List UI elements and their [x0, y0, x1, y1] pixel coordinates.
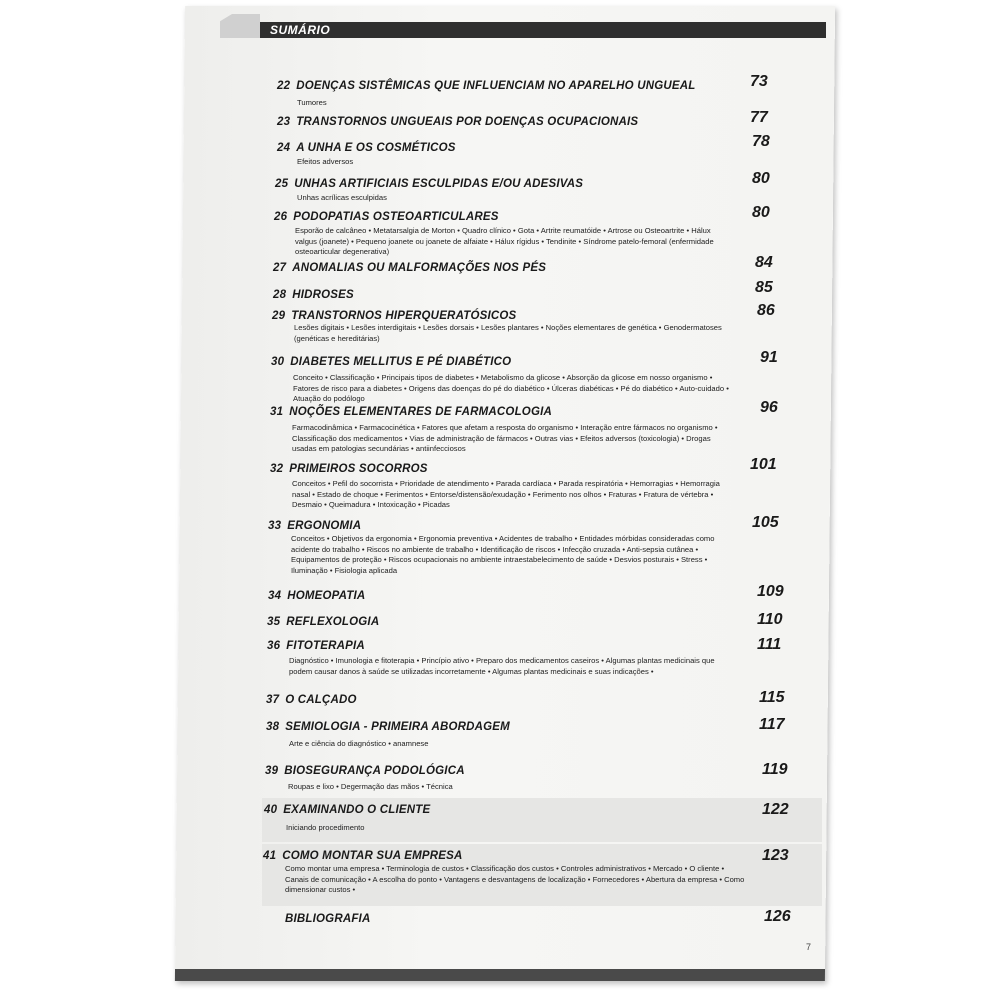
entry-38-page-number: 117	[759, 716, 785, 733]
entry-bibliografia-title	[285, 913, 370, 925]
entry-27-number: 27	[273, 262, 287, 274]
entry-24-page-number: 78	[752, 133, 770, 150]
entry-33-page-number: 105	[752, 514, 779, 531]
entry-40-page-number: 122	[762, 801, 789, 818]
entry-38-title-text: SEMIOLOGIA - PRIMEIRA ABORDAGEM	[285, 721, 510, 733]
entry-31-page-number: 96	[760, 399, 778, 416]
entry-34-title-text: HOMEOPATIA	[287, 590, 366, 602]
entry-35-number: 35	[267, 616, 281, 628]
entry-37-title	[266, 694, 357, 706]
entry-37-page-number: 115	[759, 689, 785, 706]
entry-32-subtopics: Conceitos • Pefil do socorrista • Prioridade de atendimento • Parada cardíaca • Parada respiratória • Hemorragias • Hemorragia nasal • Estado de choque • Ferimentos • Entorse/distensão/exudação • Ferimento nos olhos • Fraturas • Fratura de vértebra • Desmaio • Queimadura • Intoxicação • Picadas	[292, 479, 720, 509]
entry-39-subtopics: Roupas e lixo • Degermação das mãos • Técnica	[288, 782, 453, 791]
entry-31-title-text: NOÇÕES ELEMENTARES DE FARMACOLOGIA	[289, 406, 552, 418]
entry-30-page-number: 91	[760, 349, 778, 366]
entry-31-title	[270, 406, 552, 418]
entry-33-subtopics: Conceitos • Objetivos da ergonomia • Ergonomia preventiva • Acidentes de trabalho • Entidades mórbidas consideradas como acidente do trabalho • Riscos no ambiente de trabalho • Identificação de riscos • Infecção cruzada • Anti-sepsia cutânea • Equipamentos de proteção • Riscos ocupacionais no ambiente intraestabelecimento de saúde • Desvios posturais • Stress • Iluminação • Fisiologia aplicada	[291, 534, 715, 575]
entry-31-subtopics: Farmacodinâmica • Farmacocinética • Fatores que afetam a resposta do organismo • Interação entre fármacos no organismo • Classificação dos medicamentos • Vias de administração de fármacos • Outras vias • Efeitos adversos (toxicologia) • Drogas usadas em patologias secundárias • antiinfecciosos	[292, 423, 718, 453]
entry-26-title-text: PODOPATIAS OSTEOARTICULARES	[293, 211, 499, 223]
entry-41-title	[263, 850, 463, 862]
entry-23-title-text: TRANSTORNOS UNGUEAIS POR DOENÇAS OCUPACIONAIS	[296, 116, 639, 128]
entry-41-subtopics: Como montar uma empresa • Terminologia de custos • Classificação dos custos • Controles administrativos • Mercado • O cliente • Canais de comunicação • A escolha do ponto • Vantagens e desvantagens de localização • Fornecedores • Abertura da empresa • Como dimensionar custos •	[285, 864, 745, 894]
entry-26-page-number: 80	[752, 204, 770, 221]
entry-22-subtopics: Tumores	[297, 98, 327, 107]
entry-29-title-text: TRANSTORNOS HIPERQUERATÓSICOS	[291, 310, 517, 322]
entry-34-title	[268, 590, 365, 602]
entry-34-page-number: 109	[757, 583, 784, 600]
entry-39-title	[265, 765, 465, 777]
entry-32-title-text: PRIMEIROS SOCORROS	[289, 463, 428, 475]
entry-41-number: 41	[263, 850, 277, 862]
entry-41-title-text: COMO MONTAR SUA EMPRESA	[282, 850, 463, 862]
entry-34-number: 34	[268, 590, 282, 602]
entry-24-number: 24	[277, 142, 291, 154]
entry-29-subtopics: Lesões digitais • Lesões interdigitais • Lesões dorsais • Lesões plantares • Noções elementares de genética • Genodermatoses (genéticas e hereditárias)	[294, 323, 722, 343]
entry-22-page-number: 73	[750, 73, 768, 90]
entry-24-title-text: A UNHA E OS COSMÉTICOS	[296, 142, 456, 154]
entry-36-title	[267, 640, 365, 652]
entry-27-page-number: 84	[755, 254, 773, 271]
entry-36-subtopics: Diagnóstico • Imunologia e fitoterapia • Princípio ativo • Preparo dos medicamentos caseiros • Algumas plantas medicinais que podem causar danos à saúde se utilizadas incorretamente • Algumas plantas medicinais e suas indicações •	[289, 656, 715, 676]
entry-26-subtopics: Esporão de calcâneo • Metatarsalgia de Morton • Quadro clínico • Gota • Artrite reumatóide • Artrose ou Osteoartrite • Hálux valgus (joanete) • Pequeno joanete ou joanete de alfaiate • Hálux rígidus • Tendinite • Síndrome patelo-femoral (enfermidade osteoarticular degenerativa)	[295, 226, 714, 256]
entry-26-title	[274, 211, 499, 223]
page-number: 7	[806, 942, 812, 952]
entry-27-title-text: ANOMALIAS OU MALFORMAÇÕES NOS PÉS	[292, 262, 547, 274]
entry-32-page-number: 101	[750, 456, 777, 473]
entry-26-number: 26	[274, 211, 288, 223]
entry-25-page-number: 80	[752, 170, 770, 187]
header-tab-decoration	[220, 14, 260, 38]
entry-29-title	[272, 310, 516, 322]
entry-31-number: 31	[270, 406, 284, 418]
entry-29-number: 29	[272, 310, 286, 322]
entry-23-number: 23	[277, 116, 291, 128]
entry-37-number: 37	[266, 694, 280, 706]
entry-23-page-number: 77	[750, 109, 768, 126]
entry-41-page-number: 123	[762, 847, 789, 864]
entry-24-subtopics: Efeitos adversos	[297, 157, 354, 166]
entry-22-title	[277, 80, 695, 92]
entry-28-title	[273, 289, 354, 301]
entry-36-number: 36	[267, 640, 281, 652]
entry-bibliografia-page-number: 126	[764, 908, 791, 925]
entry-33-number: 33	[268, 520, 282, 532]
entry-28-page-number: 85	[755, 279, 773, 296]
entry-30-title	[271, 356, 511, 368]
entry-25-title-text: UNHAS ARTIFICIAIS ESCULPIDAS E/OU ADESIVAS	[294, 178, 584, 190]
entry-40-number: 40	[264, 804, 278, 816]
entry-40-subtopics: Iniciando procedimento	[286, 823, 365, 832]
entry-37-title-text: O CALÇADO	[285, 694, 357, 706]
entry-36-title-text: FITOTERAPIA	[286, 640, 365, 652]
entry-40-title-text: EXAMINANDO O CLIENTE	[283, 804, 431, 816]
entry-27-title	[273, 262, 546, 274]
entry-23-title	[277, 116, 638, 128]
entry-28-title-text: HIDROSES	[292, 289, 354, 301]
entry-39-page-number: 119	[762, 761, 788, 778]
entry-35-title-text: REFLEXOLOGIA	[286, 616, 380, 628]
entry-38-subtopics: Arte e ciência do diagnóstico • anamnese	[289, 739, 429, 748]
entry-30-title-text: DIABETES MELLITUS E PÉ DIABÉTICO	[290, 356, 512, 368]
entry-39-number: 39	[265, 765, 279, 777]
entry-32-title	[270, 463, 428, 475]
entry-30-number: 30	[271, 356, 285, 368]
entry-36-page-number: 111	[757, 636, 782, 653]
entry-33-title-text: ERGONOMIA	[287, 520, 362, 532]
entry-28-number: 28	[273, 289, 287, 301]
entry-40-title	[264, 804, 430, 816]
entry-bibliografia-title-text: BIBLIOGRAFIA	[285, 913, 371, 925]
entry-38-title	[266, 721, 510, 733]
entry-33-title	[268, 520, 361, 532]
section-title: SUMÁRIO	[270, 23, 331, 37]
entry-25-title	[275, 178, 583, 190]
entry-22-title-text: DOENÇAS SISTÊMICAS QUE INFLUENCIAM NO APARELHO UNGUEAL	[296, 80, 696, 92]
entry-30-subtopics: Conceito • Classificação • Principais tipos de diabetes • Metabolismo da glicose • Absorção da glicose em nosso organismo • Fatores de risco para a diabetes • Origens das doenças do pé do diabético • Úlceras diabéticas • Pé do diabético • Auto-cuidado • Atuação do podólogo	[293, 373, 729, 403]
entry-35-title	[267, 616, 379, 628]
entry-32-number: 32	[270, 463, 284, 475]
entry-25-subtopics: Unhas acrílicas esculpidas	[297, 193, 387, 202]
entry-29-page-number: 86	[757, 302, 775, 319]
entry-25-number: 25	[275, 178, 289, 190]
entry-38-number: 38	[266, 721, 280, 733]
entry-24-title	[277, 142, 456, 154]
entry-22-number: 22	[277, 80, 291, 92]
entry-39-title-text: BIOSEGURANÇA PODOLÓGICA	[284, 765, 465, 777]
entry-35-page-number: 110	[757, 611, 783, 628]
